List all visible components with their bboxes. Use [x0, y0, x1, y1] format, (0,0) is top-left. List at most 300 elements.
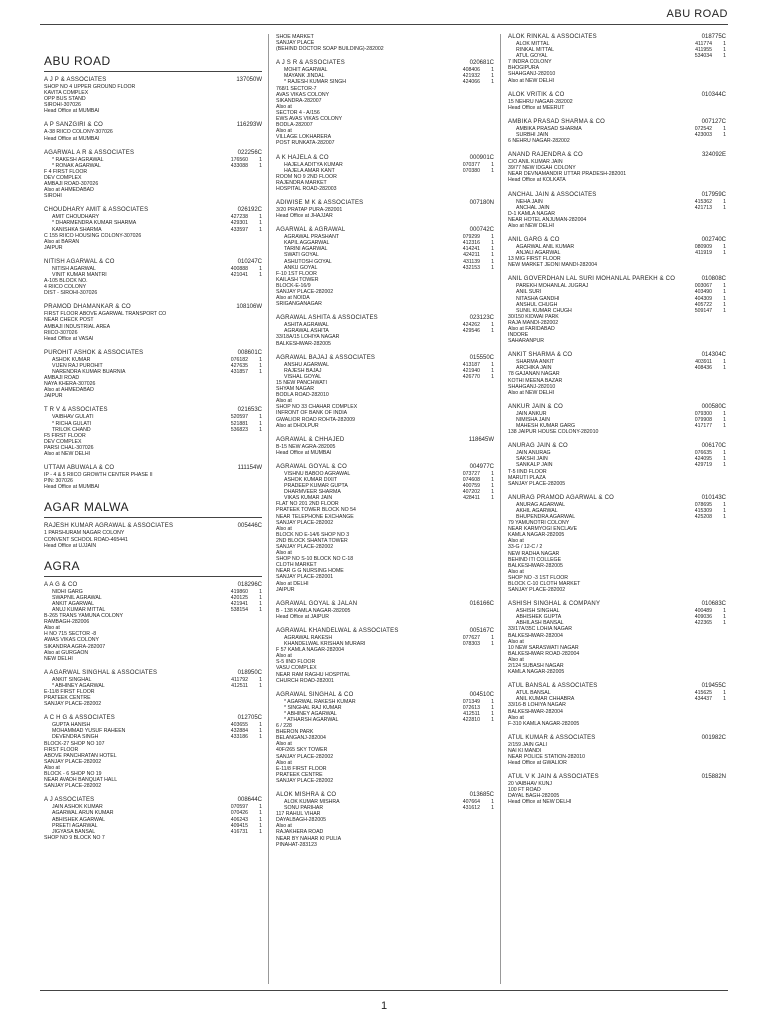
partner-name: ANSHUL CHUGH [516, 301, 558, 308]
membership-number: 428411 [463, 495, 480, 502]
firm-entry [276, 315, 494, 346]
membership-number: 072613 [462, 704, 480, 711]
partner-name: ASHITA AGRAWAL [284, 322, 329, 329]
firm-header [276, 315, 494, 322]
firm-name: PRAMOD DHAMANKAR & CO [44, 304, 131, 311]
address-line: 33/17A/35C LOHIA NAGAR [508, 626, 573, 633]
address-line: BLOCK-27 SHOP NO 107 [44, 740, 105, 747]
firm-header [508, 276, 726, 283]
firm-name: ANURAG JAIN & CO [508, 443, 568, 450]
address-line: Also at [508, 656, 524, 663]
address-line: Also at [508, 638, 524, 645]
address-line: CONVENT SCHOOL ROAD-465441 [44, 536, 128, 543]
membership-number: 078695 [694, 501, 712, 508]
membership-number: 434437 [694, 696, 712, 703]
partner-name: ASHOK KUMAR [52, 356, 91, 363]
firm-name: CHOUDHARY AMIT & ASSOCIATES [44, 207, 149, 214]
membership-number: 421940 [462, 367, 480, 374]
firm-header [508, 192, 726, 199]
partner-count: 1 [723, 53, 726, 60]
partner-count: 1 [259, 606, 262, 613]
address-line: Also at NOIDA [276, 295, 310, 302]
address-line: NEAR DEVNAMANDIR UTTAR PRADESH-282001 [508, 171, 627, 178]
firm-entry [508, 601, 726, 675]
firm-entry [276, 34, 494, 52]
address-line: SHOE MARKET [276, 34, 314, 40]
membership-number: 421941 [230, 600, 248, 607]
address-line: 100 FT ROAD [508, 787, 541, 794]
address-line: 2/124 SUBASH NAGAR [508, 663, 564, 670]
address-line: OPP BUS STAND [44, 96, 86, 103]
firm-header [44, 465, 262, 472]
firm-registration-number: 005167C [469, 627, 494, 634]
firm-registration-number: 324092E [701, 152, 726, 159]
address-line: Also at [276, 525, 292, 532]
membership-number: 521881 [230, 420, 248, 427]
membership-number: 413187 [462, 361, 480, 368]
address-line: Also at BARAN [44, 238, 80, 245]
membership-number: 417177 [694, 423, 712, 430]
membership-number: 420125 [230, 594, 248, 601]
firm-entry [276, 60, 494, 146]
membership-number: 407202 [462, 489, 480, 496]
address-line: MARUTI PLAZA [508, 474, 546, 481]
partner-count: 1 [491, 328, 494, 335]
firm-registration-number: 014304C [701, 352, 726, 359]
partner-name: ANJALI AGARWAL [516, 250, 561, 257]
firm-registration-number: 008644C [237, 797, 262, 804]
partner-name: SWATI GOYAL [284, 252, 319, 259]
firm-entry [44, 715, 262, 789]
partner-count: 1 [259, 588, 262, 595]
partner-count: 1 [491, 373, 494, 380]
partner-name: GUPTA HANISH [52, 722, 91, 729]
membership-number: 080909 [694, 243, 712, 250]
partner-name: VIKAS KUMAR JAIN [284, 495, 333, 502]
membership-number: 429301 [230, 220, 248, 227]
address-line: FIRST FLOOR [44, 746, 79, 753]
partner-name: ANKIT AGARWAL [52, 600, 94, 607]
partner-name: * ABHINEY AGARWAL [52, 682, 105, 689]
address-line: F-310 KAMLA NAGAR-282005 [508, 720, 580, 727]
firm-registration-number: 000742C [469, 227, 494, 234]
partner-name: BHUPENDRA AGARWAL [516, 513, 576, 520]
address-line: 33/18A/15 LOHIYA NAGAR [276, 334, 340, 341]
firm-header [508, 601, 726, 608]
firm-registration-number: 001982C [701, 734, 726, 741]
address-line: EWS AVAS VIKAS COLONY [276, 116, 343, 123]
partner-count: 1 [491, 716, 494, 723]
partner-count: 1 [259, 810, 262, 817]
partner-count: 1 [259, 420, 262, 427]
partner-row [276, 717, 494, 723]
address-line: BALKESHWAR-282005 [276, 340, 331, 347]
partner-name: AGRAWAL RAKESH [284, 634, 333, 641]
membership-number: 432153 [462, 264, 480, 271]
address-line: ROOM NO 9 2ND FLOOR [276, 173, 337, 180]
running-header: ABU ROAD [666, 8, 728, 20]
firm-entry [44, 259, 262, 296]
address-line: INFRONT OF BANK OF INDIA [276, 410, 348, 417]
partner-count: 1 [491, 167, 494, 174]
firm-name: ALOK MISHRA & CO [276, 792, 337, 798]
firm-entry [508, 92, 726, 111]
partner-name: ANIL KUMAR CHHABRA [516, 696, 575, 703]
firm-name: ATUL V K JAIN & ASSOCIATES [508, 774, 599, 781]
address-line: BLOCK NO E-14/6 SHOP NO 3 [276, 531, 350, 538]
firm-entry [44, 523, 262, 548]
partner-count: 1 [491, 361, 494, 368]
partner-name: * RAKESH AGRAWAL [52, 156, 104, 163]
firm-entry [508, 192, 726, 229]
partner-count: 1 [259, 734, 262, 741]
firm-registration-number: 026192C [237, 207, 262, 214]
firm-registration-number: 137050W [236, 77, 262, 83]
firm-header [44, 350, 262, 357]
partner-row [44, 163, 262, 169]
firm-name: T R V & ASSOCIATES [44, 407, 108, 414]
firm-header [44, 582, 262, 589]
partner-row [508, 462, 726, 468]
address-line: SIKANDRA AGRA-282007 [44, 643, 106, 650]
partner-name: AGARWAL ARUN KUMAR [52, 810, 114, 817]
address-line: AMBAJI INDUSTRIAL AREA [44, 323, 111, 330]
firm-registration-number: 019455C [701, 683, 726, 690]
membership-number: 520597 [230, 414, 248, 421]
firm-name: ANKIT SHARMA & CO [508, 352, 573, 359]
firm-header [508, 443, 726, 450]
membership-number: 415362 [694, 198, 712, 205]
firm-registration-number: 018775C [701, 34, 726, 40]
firm-registration-number: 006170C [701, 443, 726, 450]
address-line: AWAS VIKAS COLONY [44, 637, 99, 644]
address-line: KAILASH TOWER [276, 276, 319, 283]
membership-number: 426770 [462, 373, 480, 380]
membership-number: 422365 [694, 620, 712, 627]
partner-name: * DHARMENDRA KUMAR SHARMA [52, 220, 137, 227]
address-line: Head Office at NEW DELHI [508, 799, 572, 806]
address-line: RIICO-307026 [44, 329, 78, 336]
page-number: 1 [380, 1000, 388, 1012]
firm-registration-number: 116293W [236, 122, 262, 129]
firm-entry [508, 774, 726, 805]
partner-name: SAKSHI JAIN [516, 456, 548, 463]
address-line: 2/159 JAIN GALI [508, 741, 547, 748]
firm-name: RAJESH KUMAR AGRAWAL & ASSOCIATES [44, 523, 174, 530]
firm-entry [276, 792, 494, 848]
firm-entry [44, 407, 262, 457]
address-line: Head Office at GWALIOR [508, 760, 567, 767]
partner-count: 1 [259, 369, 262, 375]
partner-count: 1 [259, 414, 262, 421]
firm-name: A K HAJELA & CO [276, 154, 329, 161]
address-line: Also at GURGAON [44, 649, 89, 656]
firm-entry [276, 355, 494, 429]
membership-number: 424095 [694, 456, 712, 463]
address-line: B-15 NEW AGRA-282005 [276, 443, 336, 450]
address-line: E-11/8 FIRST FLOOR [44, 689, 95, 695]
address-line: Also at [276, 550, 292, 557]
address-line: GWALIOR ROAD ROHTA-282009 [276, 416, 355, 423]
partner-name: ALOK KUMAR MISHRA [284, 799, 340, 805]
membership-number: 070377 [462, 161, 480, 168]
firm-header [44, 259, 262, 266]
membership-number: 400888 [230, 265, 248, 272]
partner-count: 1 [259, 356, 262, 363]
address-line: Head Office at MUMBAI [44, 108, 100, 115]
firm-header [508, 495, 726, 502]
firm-entry [44, 582, 262, 662]
partner-name: RINKAL MITTAL [516, 47, 555, 54]
membership-number: 536823 [230, 426, 248, 433]
city-heading: AGAR MALWA [44, 498, 262, 518]
address-line: SHOP NO S-10 BLOCK NO C-18 [276, 556, 354, 563]
partner-count: 1 [723, 283, 726, 290]
partner-count: 1 [259, 271, 262, 278]
address-line: Head Office at MUMBAI [44, 135, 100, 142]
partner-count: 1 [259, 728, 262, 735]
membership-number: 411955 [695, 47, 712, 54]
partner-count: 1 [723, 410, 726, 417]
partner-name: AGARWAL ANIL KUMAR [516, 243, 575, 250]
firm-registration-number: 007127C [701, 118, 726, 125]
firm-name: AGARWAL & AGRAWAL [276, 227, 346, 234]
address-line: DAYAL BAGH-282005 [508, 793, 560, 800]
partner-count: 1 [491, 641, 494, 648]
address-line: BEHIND ITI COLLEGE [508, 556, 562, 563]
membership-number: 411774 [695, 41, 712, 47]
address-line: PIN: 307026 [44, 478, 73, 485]
address-line: DIST - SIROHI-307026 [44, 290, 98, 297]
firm-registration-number: 007180N [469, 199, 494, 206]
partner-name: VAIBHAV GULATI [52, 414, 94, 421]
partner-count: 1 [723, 204, 726, 211]
firm-entry [44, 350, 262, 400]
address-line: SANJAY PLACE-282002 [276, 519, 334, 526]
partner-name: DEVENDRA SINGH [52, 734, 99, 741]
address-line: NEAR POLICE STATION-282010 [508, 753, 586, 760]
partner-name: PRADEEP KUMAR GUPTA [284, 483, 348, 490]
partner-name: KANISHKA SHARMA [52, 226, 102, 233]
partner-count: 1 [491, 67, 494, 74]
membership-number: 429546 [462, 328, 480, 335]
partner-name: * AGARWAL RAKESH KUMAR [284, 698, 356, 705]
firm-header [44, 715, 262, 722]
address-line: Also at [508, 538, 524, 545]
partner-name: JAIN ANKUR [516, 410, 547, 417]
partner-name: ANUJ KUMAR MITTAL [52, 606, 106, 613]
address-line: DEV COMPLEX [44, 438, 82, 445]
partner-count: 1 [723, 507, 726, 514]
firm-header [44, 207, 262, 214]
firm-registration-number: 010247C [237, 258, 262, 265]
firm-header [276, 60, 494, 67]
firm-entry [44, 207, 262, 251]
membership-number: 411919 [695, 250, 712, 257]
partner-name: ANURAG AGARWAL [516, 501, 566, 508]
partner-count: 1 [491, 258, 494, 265]
firm-registration-number: 017959C [701, 191, 726, 198]
address-line: NEAR KARMYOGI ENCLAVE [508, 526, 578, 533]
address-line: B - 138 KAMLA NAGAR-282005 [276, 607, 351, 614]
partner-count: 1 [491, 805, 494, 812]
address-line: C/O ANIL KUMAR JAIN [508, 159, 563, 166]
address-line: Head Office at JHAJJAR [276, 213, 333, 220]
address-line: Also at [276, 653, 292, 660]
partner-count: 1 [723, 47, 726, 54]
directory-column-1 [44, 34, 262, 849]
address-line: DAYALBAGH-282005 [276, 817, 326, 824]
firm-registration-number: 010808C [701, 276, 726, 283]
partner-name: NEHA JAIN [516, 198, 543, 205]
membership-number: 403911 [695, 359, 712, 366]
address-line: JAIPUR [276, 586, 295, 593]
firm-registration-number: 002740C [701, 236, 726, 243]
firm-header [44, 523, 262, 530]
firm-header [508, 735, 726, 742]
firm-registration-number: 020681C [469, 60, 494, 67]
directory-column-3 [508, 34, 726, 814]
partner-count: 1 [723, 456, 726, 463]
address-line: F5 FIRST FLOOR [44, 432, 86, 439]
firm-header [276, 792, 494, 799]
address-line: (BEHIND DOCTOR SOAP BUILDING)-282002 [276, 46, 384, 53]
firm-registration-number: 005446C [237, 523, 262, 530]
firm-name: ADIWISE M K & ASSOCIATES [276, 199, 364, 206]
address-line: RAMBAGH-282006 [44, 619, 90, 626]
column-divider [268, 34, 269, 984]
partner-name: RAJESH BAJAJ [284, 367, 322, 374]
partner-name: NITISH AGARWAL [52, 265, 96, 272]
firm-registration-number: 013685C [469, 792, 494, 798]
firm-registration-number: 022256C [237, 149, 262, 156]
firm-name: A C H G & ASSOCIATES [44, 715, 115, 722]
membership-number: 412511 [463, 710, 480, 717]
partner-name: SHARMA ANKIT [516, 359, 555, 366]
partner-count: 1 [259, 362, 262, 369]
address-line: 7 INDRA COLONY [508, 59, 552, 66]
address-line: SHOP NO 9 BLOCK NO 7 [44, 834, 105, 841]
address-line: Also at FARIDABAD [508, 326, 555, 332]
partner-name: NITASHA GANDHI [516, 295, 560, 302]
partner-count: 1 [491, 476, 494, 483]
firm-entry [508, 352, 726, 396]
partner-count: 1 [491, 470, 494, 477]
membership-number: 403655 [230, 722, 248, 729]
partner-name: * RICHA GULATI [52, 420, 92, 427]
partner-count: 1 [259, 816, 262, 823]
address-line: NEAR G G NURSING HOME [276, 568, 344, 575]
firm-name: ANIL GARG & CO [508, 236, 560, 243]
partner-count: 1 [259, 426, 262, 433]
address-line: SANJAY PLACE-282002 [276, 544, 334, 550]
partner-count: 1 [259, 220, 262, 227]
partner-name: ABHISHEK GUPTA [516, 614, 562, 621]
address-line: S-5 IIND FLOOR [276, 659, 316, 666]
address-line: PRATEEK CENTRE [276, 771, 323, 778]
membership-number: 079300 [694, 410, 712, 417]
address-line: BODLA ROAD-282010 [276, 392, 329, 399]
firm-header [44, 670, 262, 677]
membership-number: 421932 [462, 73, 480, 80]
partner-count: 1 [491, 264, 494, 271]
partner-count: 1 [259, 722, 262, 729]
firm-entry [276, 227, 494, 307]
firm-name: ANCHAL JAIN & ASSOCIATES [508, 191, 597, 198]
address-line: BLOCK C-10 CLOTH MARKET [508, 581, 581, 587]
firm-entry [44, 77, 262, 114]
address-line: Also at DELHI [276, 580, 309, 587]
address-line: NAI KI MANDI [508, 747, 542, 754]
partner-count: 1 [259, 822, 262, 829]
partner-name: NIDHI GARG [52, 588, 83, 595]
partner-count: 1 [723, 620, 726, 627]
firm-name: ATUL KUMAR & ASSOCIATES [508, 734, 596, 741]
firm-name: ANIL GOVERDHAN LAL SURI MOHANLAL PAREKH & CO [508, 276, 676, 283]
partner-name: AKHIL AGARWAL [516, 507, 558, 514]
partner-name: ABHISHEK AGARWAL [52, 816, 106, 823]
partner-name: ALOK MITTAL [516, 41, 550, 47]
membership-number: 400759 [462, 483, 480, 490]
address-line: Also at NEW DELHI [508, 389, 555, 396]
partner-name: AMBIKA PRASAD SHARMA [516, 125, 582, 132]
membership-number: 071349 [462, 698, 480, 705]
partner-name: NARENDRA KUMAR BUARNIA [52, 369, 126, 375]
membership-number: 433186 [230, 734, 248, 741]
partner-count: 1 [723, 513, 726, 520]
address-line: SHOP NO 4 UPPER GROUND FLOOR [44, 84, 136, 90]
partner-name: SUNIL KUMAR CHUGH [516, 307, 572, 314]
firm-entry [44, 797, 262, 841]
address-line: 4 RIICO COLONY [44, 284, 87, 291]
membership-number: 076182 [230, 356, 248, 363]
address-line: SHOP NO 33 CHAHAR COMPLEX [276, 404, 358, 411]
address-line: NEAR TELEPHONE EXCHANGE [276, 513, 354, 520]
partner-name: JIGYASA BANSAL [52, 828, 96, 835]
firm-header [276, 227, 494, 234]
address-line: BALKESHWAR-282004 [508, 708, 563, 715]
firm-header [276, 601, 494, 608]
membership-number: 415309 [694, 507, 712, 514]
address-line: 1 PARSHURAM NAGAR COLONY [44, 530, 125, 537]
firm-header [508, 152, 726, 159]
partner-name: VINIT KUMAR MANTRI [52, 271, 107, 278]
firm-header [276, 464, 494, 471]
partner-name: AGRAWAL PRASHANT [284, 234, 340, 241]
membership-number: 079299 [462, 234, 480, 241]
address-line: SIROHI-307026 [44, 102, 81, 109]
firm-name: ANURAG PRAMOD AGARWAL & CO [508, 494, 614, 501]
address-line: Also at [276, 741, 292, 748]
firm-registration-number: 010683C [701, 601, 726, 608]
partner-name: * ATHARSH AGARWAL [284, 716, 339, 723]
partner-row [44, 734, 262, 740]
address-line: Head Office at VASAI [44, 335, 94, 342]
address-line: Also at NEW DELHI [508, 77, 555, 84]
partner-name: SURBHI JAIN [516, 131, 549, 138]
firm-entry [508, 34, 726, 84]
partner-count: 1 [723, 608, 726, 615]
address-line: RAJA MANDI-282002 [508, 319, 559, 326]
address-line: F 57 KAMLA NAGAR-282004 [276, 647, 345, 654]
partner-name: ATUL GOYAL [516, 53, 548, 60]
firm-name: AGARWAL A R & ASSOCIATES [44, 149, 135, 156]
partner-name: NIMISHA JAIN [516, 416, 551, 423]
address-line: BHERON PARK [276, 729, 314, 736]
address-line: INDORE [508, 332, 529, 339]
partner-name: TARINI AGARWAL [284, 246, 328, 253]
partner-row [44, 829, 262, 835]
